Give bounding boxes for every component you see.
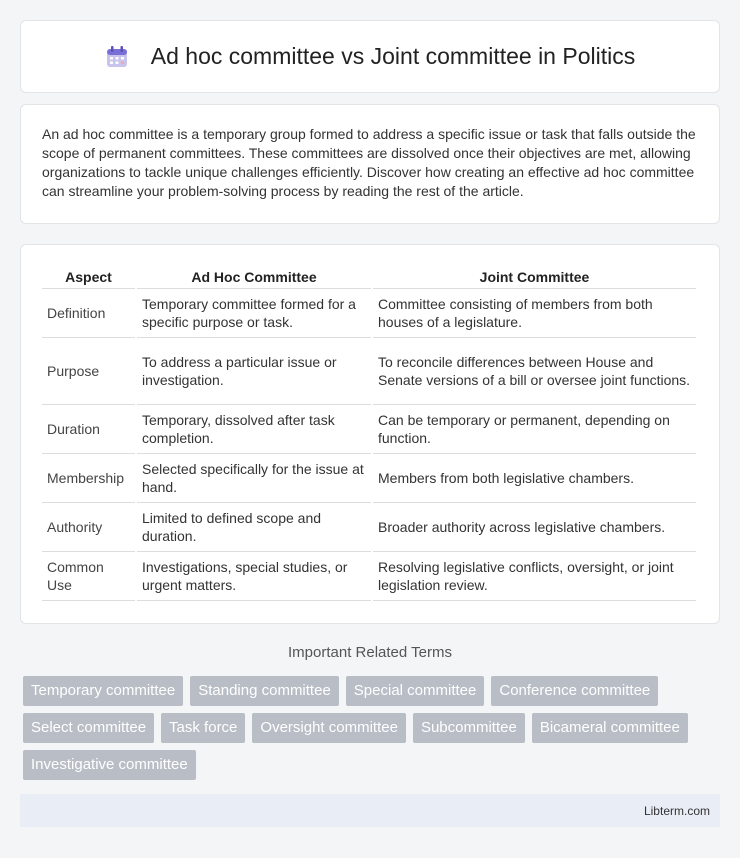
tag-standing-committee[interactable]: Standing committee <box>190 676 339 706</box>
row-aspect: Common Use <box>42 552 135 601</box>
row-ad-hoc: Investigations, special studies, or urgent matters. <box>137 552 371 601</box>
table-header-row <box>42 265 696 289</box>
tag-bicameral-committee[interactable]: Bicameral committee <box>532 713 688 743</box>
tag-investigative-committee[interactable]: Investigative committee <box>23 750 196 780</box>
related-terms-tags <box>23 676 723 787</box>
table-row <box>42 503 696 552</box>
header-aspect: Aspect <box>42 265 135 289</box>
row-joint: To reconcile differences between House and Senate versions of a bill or oversee joint functions. <box>373 338 696 405</box>
row-ad-hoc: To address a particular issue or investigation. <box>137 338 371 405</box>
tag-oversight-committee[interactable]: Oversight committee <box>252 713 406 743</box>
tag-temporary-committee[interactable]: Temporary committee <box>23 676 183 706</box>
row-aspect: Authority <box>42 503 135 552</box>
row-ad-hoc: Limited to defined scope and duration. <box>137 503 371 552</box>
row-joint: Members from both legislative chambers. <box>373 454 696 503</box>
table-row <box>42 552 696 601</box>
row-joint: Broader authority across legislative chambers. <box>373 503 696 552</box>
title-card <box>20 20 720 93</box>
row-aspect: Duration <box>42 405 135 454</box>
footer <box>20 794 720 827</box>
tag-conference-committee[interactable]: Conference committee <box>491 676 658 706</box>
row-joint: Resolving legislative conflicts, oversight, or joint legislation review. <box>373 552 696 601</box>
row-ad-hoc: Temporary, dissolved after task completion. <box>137 405 371 454</box>
table-row <box>42 289 696 338</box>
comparison-table <box>40 265 698 601</box>
tag-task-force[interactable]: Task force <box>161 713 245 743</box>
related-terms-heading: Important Related Terms <box>288 644 452 661</box>
intro-card <box>20 104 720 224</box>
tag-select-committee[interactable]: Select committee <box>23 713 154 743</box>
comparison-table-card <box>20 244 720 624</box>
footer-brand[interactable]: Libterm.com <box>643 803 710 818</box>
row-ad-hoc: Temporary committee formed for a specific purpose or task. <box>137 289 371 338</box>
table-row <box>42 405 696 454</box>
calendar-icon <box>105 45 129 69</box>
row-aspect: Membership <box>42 454 135 503</box>
row-ad-hoc: Selected specifically for the issue at hand. <box>137 454 371 503</box>
table-row <box>42 454 696 503</box>
row-aspect: Purpose <box>42 338 135 405</box>
header-ad-hoc: Ad Hoc Committee <box>137 265 371 289</box>
header-joint: Joint Committee <box>373 265 696 289</box>
row-joint: Committee consisting of members from both houses of a legislature. <box>373 289 696 338</box>
row-aspect: Definition <box>42 289 135 338</box>
page-title: Ad hoc committee vs Joint committee in Politics <box>150 43 636 69</box>
tag-special-committee[interactable]: Special committee <box>346 676 485 706</box>
intro-text: An ad hoc committee is a temporary group formed to address a specific issue or task that falls outside the scope of permanent committees. These committees are dissolved once their objectives are met, allowing organizations to tackle unique challenges efficiently. Discover how creating an effective ad hoc committee can streamline your problem-solving process by reading the rest of the article. <box>42 126 696 199</box>
tag-subcommittee[interactable]: Subcommittee <box>413 713 525 743</box>
table-row <box>42 338 696 405</box>
row-joint: Can be temporary or permanent, depending on function. <box>373 405 696 454</box>
related-terms-section <box>0 644 740 661</box>
